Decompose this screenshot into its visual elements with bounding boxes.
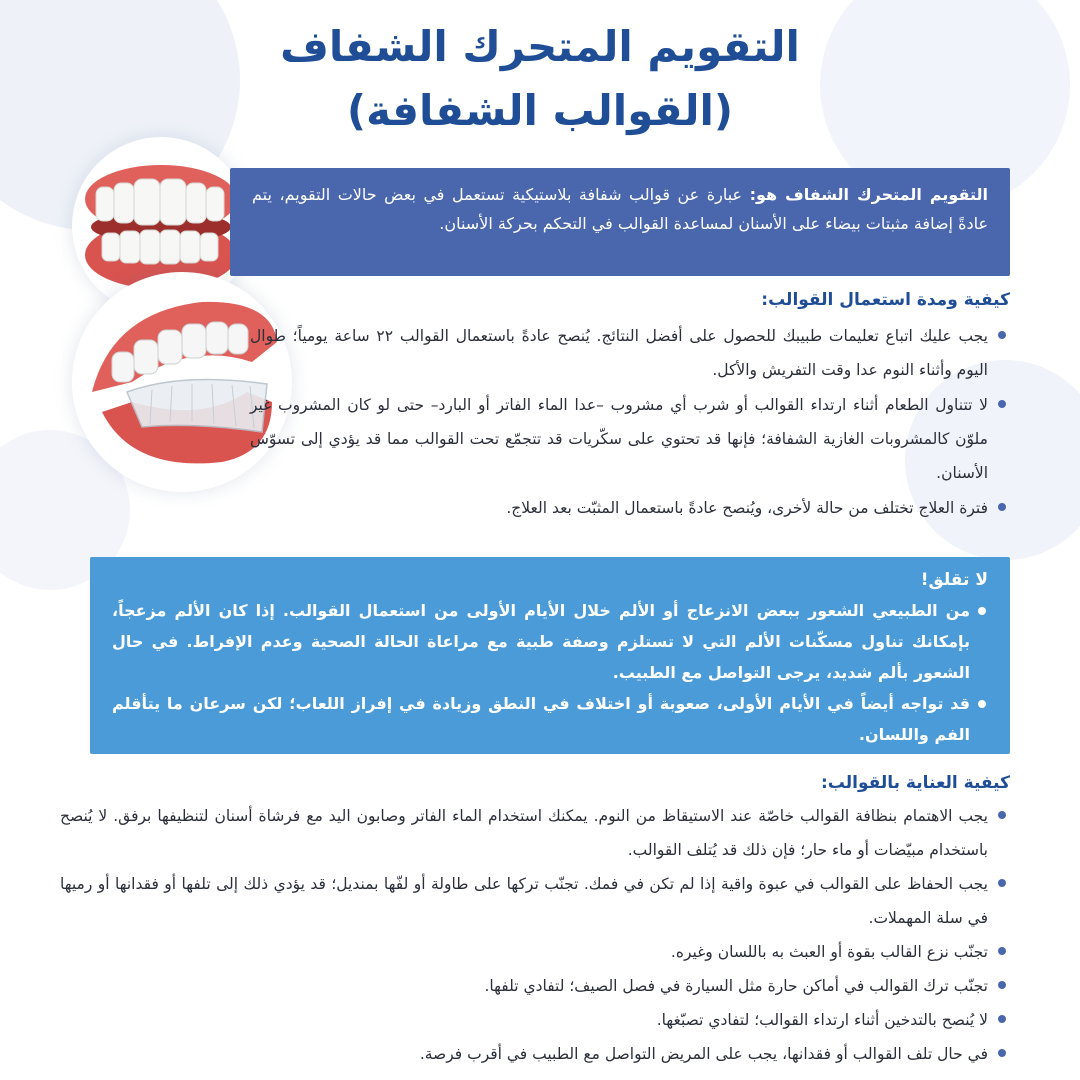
list-item: تجنّب نزع القالب بقوة أو العبث به باللسان وغيره. [60, 935, 1010, 969]
list-item: قد تواجه أيضاً في الأيام الأولى، صعوبة أو اختلاف في النطق وزيادة في إفراز اللعاب؛ لكن سرعان ما يتأقلم الفم واللسان. [112, 688, 988, 750]
notice-list [112, 595, 988, 750]
list-item: من الطبيعي الشعور ببعض الانزعاج أو الألم خلال الأيام الأولى من استعمال القوالب. إذا كان الألم مزعجاً، بإمكانك تناول مسكّنات الألم التي لا تستلزم وصفة طبية مع مراعاة الحالة الصحية وعدم الإفراط. في حال الشعور بألم شديد، يرجى التواصل مع الطبيب. [112, 595, 988, 688]
list-item: في حال تلف القوالب أو فقدانها، يجب على المريض التواصل مع الطبيب في أقرب فرصة. [60, 1037, 1010, 1071]
list-item: فترة العلاج تختلف من حالة لأخرى، ويُنصح عادةً باستعمال المثبّت بعد العلاج. [250, 491, 1010, 525]
definition-text: عبارة عن قوالب شفافة بلاستيكية تستعمل في بعض حالات التقويم، يتم عادةً إضافة مثبتات بيضاء على الأسنان لمساعدة القوالب في التحكم بحركة الأسنان. [252, 185, 988, 233]
list-item: لا تتناول الطعام أثناء ارتداء القوالب أو شرب أي مشروب –عدا الماء الفاتر أو البارد– حتى لو كان المشروب غير ملوّن كالمشروبات الغازية الشفافة؛ فإنها قد تحتوي على سكّريات قد تتجمّع تحت القوالب مما قد يؤدي إلى تسوّس الأسنان. [250, 388, 1010, 490]
usage-heading: كيفية ومدة استعمال القوالب: [761, 290, 1010, 310]
list-item: يجب الاهتمام بنظافة القوالب خاصّة عند الاستيقاظ من النوم. يمكنك استخدام الماء الفاتر وصابون اليد مع فرشاة أسنان لتنظيفها برفق. لا يُنصح باستخدام مبيّضات أو ماء حار؛ فإن ذلك قد يُتلف القوالب. [60, 799, 1010, 867]
usage-list [250, 319, 1010, 526]
list-item: يجب الحفاظ على القوالب في عبوة واقية إذا لم تكن في فمك. تجنّب تركها على طاولة أو لفّها بمنديل؛ قد يؤدي ذلك إلى تلفها أو فقدانها أو رميها في سلة المهملات. [60, 867, 1010, 935]
page-title: التقويم المتحرك الشفاف [280, 22, 800, 71]
list-item: تجنّب ترك القوالب في أماكن حارة مثل السيارة في فصل الصيف؛ لتفادي تلفها. [60, 969, 1010, 1003]
page-subtitle: (القوالب الشفافة) [346, 86, 734, 135]
list-item: لا يُنصح بالتدخين أثناء ارتداء القوالب؛ لتفادي تصبّغها. [60, 1003, 1010, 1037]
list-item: يجب عليك اتباع تعليمات طبيبك للحصول على أفضل النتائج. يُنصح عادةً باستعمال القوالب ٢٢ ساعة يومياً؛ طوال اليوم وأثناء النوم عدا وقت التفريش والأكل. [250, 319, 1010, 387]
care-heading: كيفية العناية بالقوالب: [820, 773, 1010, 793]
definition-term: التقويم المتحرك الشفاف هو: [749, 185, 989, 204]
definition-box [230, 168, 1010, 276]
dont-worry-box [90, 557, 1010, 754]
notice-title: لا تقلق! [920, 570, 988, 590]
care-list [60, 799, 1010, 1071]
